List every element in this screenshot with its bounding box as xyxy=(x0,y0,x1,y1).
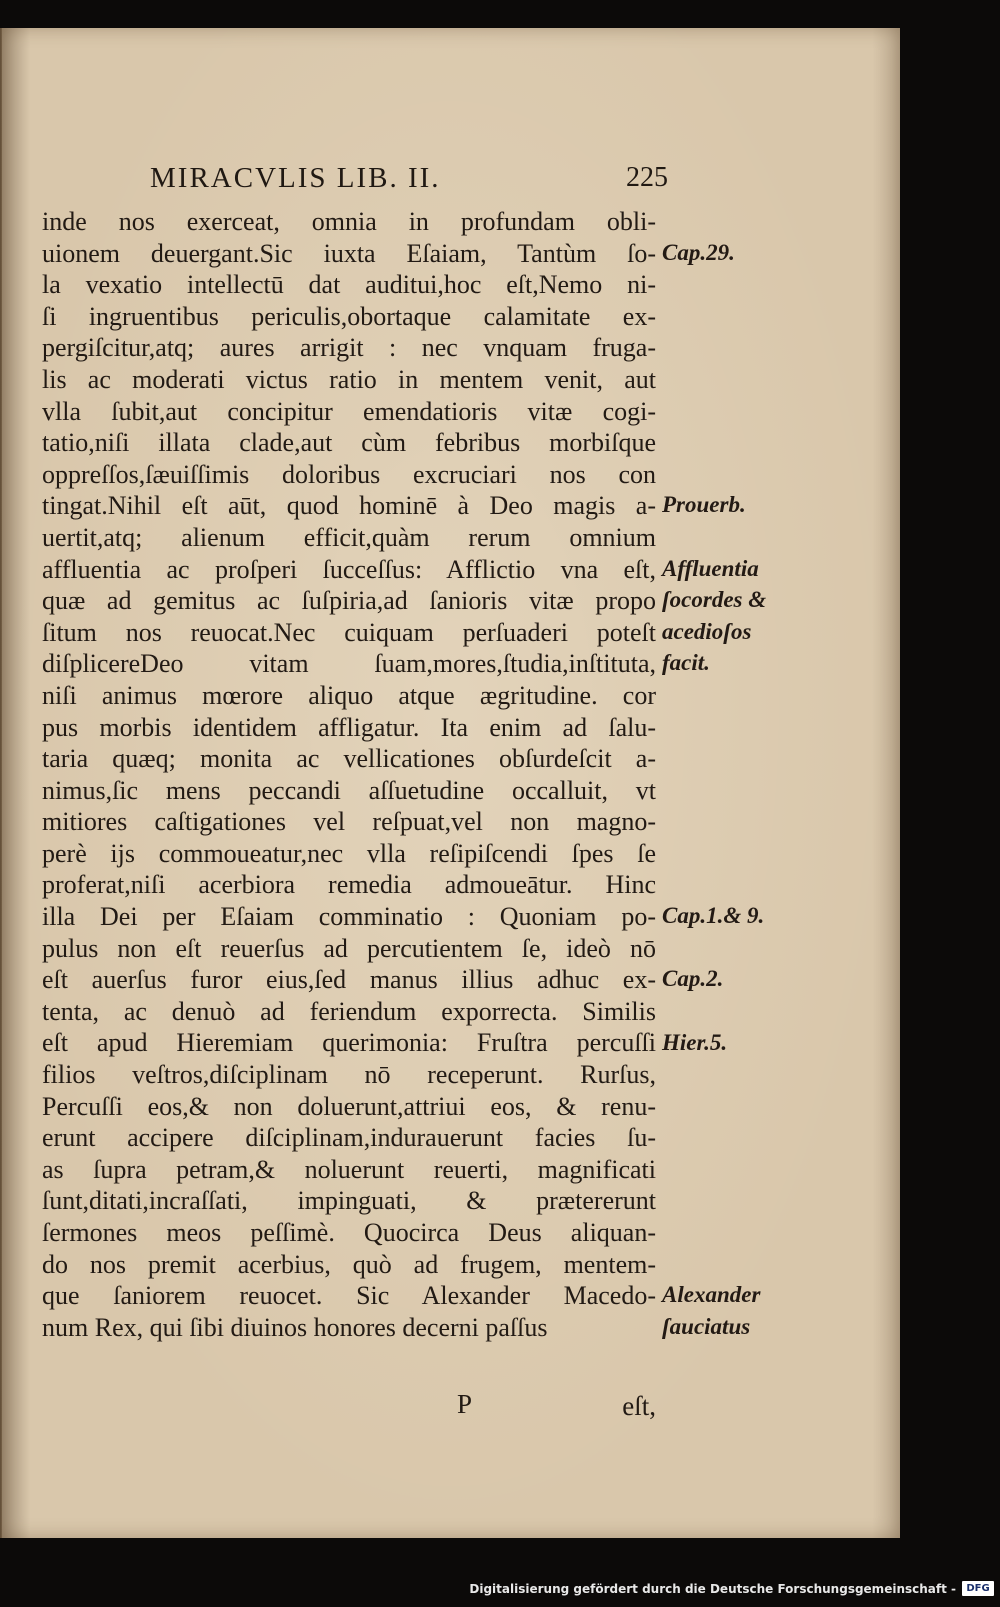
margin-note: ſocordes & xyxy=(662,587,767,613)
signature-mark: P xyxy=(457,1389,473,1419)
text-line: filios veſtros,diſciplinam nō receperunt. Rurſus, xyxy=(42,1060,656,1090)
text-line: pus morbis identidem affligatur. Ita enim ad ſalu- xyxy=(42,712,656,742)
text-line: proferat,niſi acerbiora remedia admoueātur. Hinc xyxy=(42,870,656,900)
text-line: illa Dei per Eſaiam comminatio : Quoniam po- xyxy=(42,902,656,932)
text-line: uionem deuergant.Sic iuxta Eſaiam, Tantùm ſo- xyxy=(42,238,656,268)
margin-note: acedioſos xyxy=(662,618,752,644)
page-number: 225 xyxy=(626,162,668,193)
margin-note: Cap.29. xyxy=(662,239,735,265)
text-line: eſt apud Hieremiam querimonia: Fruſtra percuſſi xyxy=(42,1028,656,1058)
text-line: ſunt,ditati,incraſſati, impinguati, & prætererunt xyxy=(42,1186,656,1216)
text-line: taria quæq; monita ac vellicationes obſurdeſcit a- xyxy=(42,744,656,774)
margin-note: Hier.5. xyxy=(662,1029,728,1055)
catchword-line xyxy=(42,1389,656,1423)
text-line: lis ac moderati victus ratio in mentem venit, aut xyxy=(42,364,656,394)
text-line: diſplicereDeo vitam ſuam,mores,ſtudia,inſtituta, xyxy=(42,649,656,679)
margin-note: ſauciatus xyxy=(662,1314,751,1339)
text-line: nimus,ſic mens peccandi aſſuetudine occalluit, vt xyxy=(42,775,656,805)
text-line: pulus non eſt reuerſus ad percutientem ſe, ideò nō xyxy=(42,933,656,963)
body-text xyxy=(42,206,656,1343)
text-line: Percuſſi eos,& non doluerunt,attriui eos, & renu- xyxy=(42,1091,656,1121)
text-line: ſitum nos reuocat.Nec cuiquam perſuaderi poteſt xyxy=(42,617,656,647)
text-line: eſt auerſus furor eius,ſed manus illius adhuc ex- xyxy=(42,965,656,995)
footer-credit: Digitalisierung gefördert durch die Deutsche Forschungsgemeinschaft - xyxy=(469,1582,956,1596)
text-line: uertit,atq; alienum efficit,quàm rerum omnium xyxy=(42,522,656,552)
text-line: ſermones meos peſſimè. Quocirca Deus aliquan- xyxy=(42,1218,656,1247)
margin-note: Cap.2. xyxy=(662,966,724,992)
text-line: vlla ſubit,aut concipitur emendatioris vitæ cogi- xyxy=(42,396,656,426)
text-line: do nos premit acerbius, quò ad frugem, mentem- xyxy=(42,1249,656,1279)
margin-note: facit. xyxy=(662,650,710,676)
catchword: eſt, xyxy=(622,1391,656,1421)
margin-note: Affluentia xyxy=(662,555,759,581)
text-line: ſi ingruentibus periculis,obortaque calamitate ex- xyxy=(42,301,656,331)
text-line: perè ijs commoueatur,nec vlla reſipiſcendi ſpes ſe xyxy=(42,838,656,868)
text-line: niſi animus mœrore aliquo atque ægritudine. cor xyxy=(42,680,656,710)
text-line: affluentia ac proſperi ſucceſſus: Afflictio vna eſt, xyxy=(42,554,656,584)
margin-note: Cap.1.& 9. xyxy=(662,903,765,929)
page-header xyxy=(150,162,668,202)
text-line: as ſupra petram,& noluerunt reuerti, magnificati xyxy=(42,1154,656,1184)
text-line: mitiores caſtigationes vel reſpuat,vel non magno- xyxy=(42,807,656,837)
margin-notes xyxy=(662,28,902,1528)
text-line: tenta, ac denuò ad feriendum exporrecta. Similis xyxy=(42,996,656,1026)
text-line: tatio,niſi illata clade,aut cùm febribus morbiſque xyxy=(42,428,656,458)
text-line: inde nos exerceat, omnia in profundam obli- xyxy=(42,207,656,236)
running-title: MIRACVLIS LIB. II. xyxy=(150,162,441,194)
dfg-logo: DFG xyxy=(962,1581,994,1596)
text-line: num Rex, qui ſibi diuinos honores decerni paſſus xyxy=(42,1312,548,1342)
book-page xyxy=(2,28,900,1538)
margin-note: Prouerb. xyxy=(662,492,746,518)
margin-note: Alexander xyxy=(662,1282,761,1308)
text-line: la vexatio intellectū dat auditui,hoc eſt,Nemo ni- xyxy=(42,270,656,300)
text-line: oppreſſos,ſæuiſſimis doloribus excruciari nos con xyxy=(42,459,656,489)
text-line: que ſaniorem reuocet. Sic Alexander Macedo- xyxy=(42,1281,656,1311)
text-line: tingat.Nihil eſt aūt, quod hominē à Deo magis a- xyxy=(42,491,656,521)
text-line: erunt accipere diſciplinam,indurauerunt facies ſu- xyxy=(42,1123,656,1153)
text-line: quæ ad gemitus ac ſuſpiria,ad ſanioris vitæ propo xyxy=(42,586,656,616)
text-line: pergiſcitur,atq; aures arrigit : nec vnquam fruga- xyxy=(42,333,656,363)
digitization-footer xyxy=(0,1578,1000,1602)
